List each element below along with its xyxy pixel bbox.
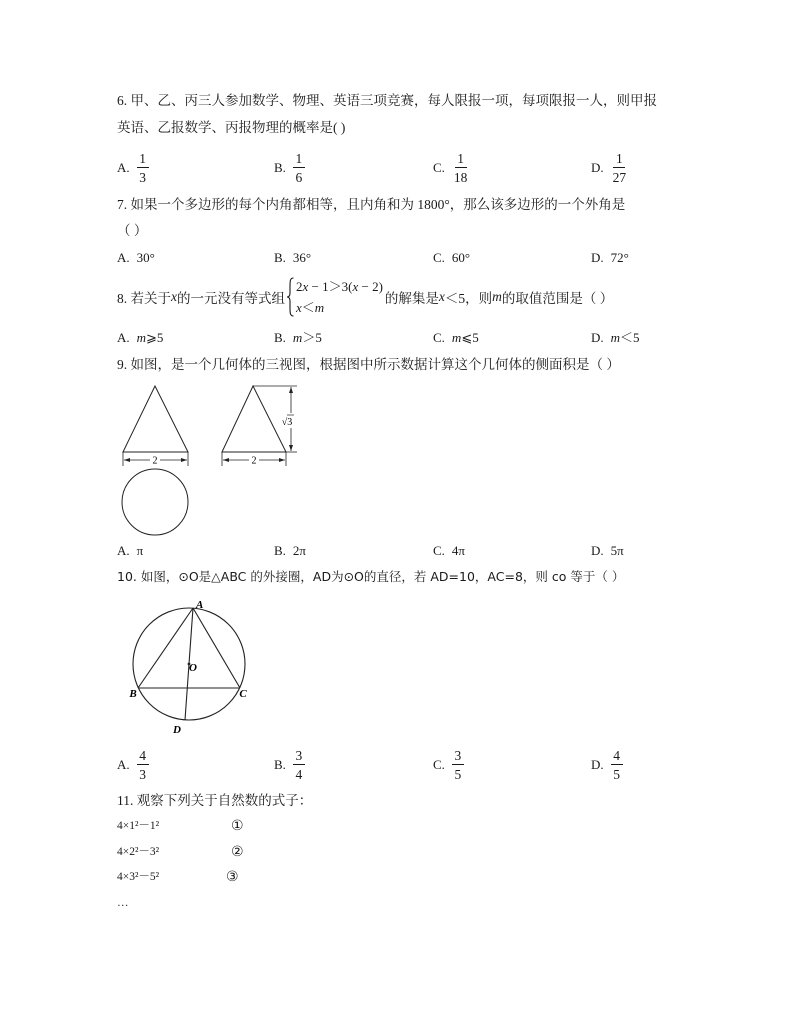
- fraction: [293, 748, 305, 782]
- formula-1: 4×1²－1²: [117, 820, 160, 832]
- denominator: 5: [613, 767, 621, 782]
- term: − 1＞3(: [308, 279, 353, 294]
- numerator: 1: [455, 151, 467, 168]
- numerator: 4: [611, 748, 623, 765]
- option-value: 2π: [292, 543, 306, 558]
- q9-option-d: [591, 544, 624, 558]
- q7-option-d: [591, 251, 629, 265]
- q8-prefix: 8. 若关于: [117, 291, 171, 306]
- fraction: [137, 151, 149, 185]
- option-label: C.: [433, 330, 445, 345]
- option-variable: m: [136, 330, 147, 345]
- point-label-o: O: [189, 662, 197, 674]
- system-line-2: [296, 297, 383, 318]
- point-label-b: B: [129, 688, 137, 700]
- side-view: [222, 386, 297, 467]
- q8-mid: 的一元没有等式组: [177, 291, 285, 306]
- option-label: A.: [117, 160, 130, 175]
- point-label-c: C: [239, 688, 247, 700]
- option-variable: m: [292, 330, 303, 345]
- option-label: B.: [274, 757, 286, 772]
- denominator: 3: [139, 170, 147, 185]
- fraction: [137, 748, 149, 782]
- fraction: [611, 748, 623, 782]
- arrow-left-icon: [223, 458, 229, 462]
- q8-option-d: [591, 331, 640, 345]
- arrow-right-icon: [279, 458, 285, 462]
- option-label: D.: [591, 160, 604, 175]
- fraction: [452, 151, 470, 185]
- system-line-1: [296, 276, 383, 297]
- side-height-label: √3: [281, 417, 293, 428]
- q8-solution-rest: ＜5，则: [444, 291, 493, 306]
- variable: m: [314, 300, 325, 315]
- front-base-label: 2: [152, 455, 158, 467]
- arrow-right-icon: [181, 458, 187, 462]
- formula-2: 4×2²－3²: [117, 846, 160, 858]
- top-view-circle: [122, 469, 188, 535]
- q6-option-b: [274, 151, 305, 185]
- option-relation: ⩾5: [146, 330, 164, 345]
- q10-option-c: [433, 748, 464, 782]
- term: − 2): [358, 279, 383, 294]
- denominator: 27: [612, 170, 627, 185]
- formula-2-marker: ②: [231, 844, 244, 860]
- option-label: D.: [591, 330, 604, 345]
- formula-3: 4×3²－5²: [117, 871, 160, 883]
- circumcircle-figure: [125, 598, 257, 738]
- q7-option-b: [274, 251, 311, 265]
- q8-option-b: [274, 331, 322, 345]
- denominator: 6: [295, 170, 303, 185]
- option-label: A.: [117, 543, 130, 558]
- option-label: C.: [433, 160, 445, 175]
- numerator: 1: [293, 151, 305, 168]
- option-label: B.: [274, 543, 286, 558]
- front-view-triangle: [123, 386, 188, 452]
- q8-after: 的解集是: [384, 291, 439, 306]
- q6-option-a: [117, 151, 149, 185]
- variable: x: [352, 279, 359, 294]
- option-relation: ＜5: [620, 330, 640, 345]
- q10-option-b: [274, 748, 305, 782]
- option-label: B.: [274, 330, 286, 345]
- denominator: 5: [454, 767, 462, 782]
- front-view: [123, 386, 188, 467]
- q7-text-line1: 7. 如果一个多边形的每个内角都相等，且内角和为 1800°，那么该多边形的一个外角是: [117, 197, 626, 212]
- option-value: 4π: [451, 543, 465, 558]
- denominator: 3: [139, 767, 147, 782]
- arrow-left-icon: [124, 458, 130, 462]
- q8-option-a: [117, 331, 163, 345]
- q8-variable-x: x: [171, 289, 177, 304]
- option-label: D.: [591, 250, 604, 265]
- q8-text-line: [117, 275, 613, 319]
- segment-ab: [138, 608, 193, 688]
- q8-tail: 的取值范围是（ ）: [501, 291, 614, 306]
- relation: ＜: [301, 300, 315, 315]
- option-value: π: [136, 543, 144, 558]
- numerator: 3: [452, 748, 464, 765]
- option-label: B.: [274, 250, 286, 265]
- denominator: 18: [453, 170, 468, 185]
- variable: x: [302, 279, 309, 294]
- q10-option-d: [591, 748, 623, 782]
- q9-option-a: [117, 544, 143, 558]
- option-value: 72°: [610, 250, 629, 265]
- formula-3-marker: ③: [226, 869, 239, 885]
- option-label: D.: [591, 543, 604, 558]
- term: 2: [296, 279, 303, 294]
- denominator: 4: [295, 767, 303, 782]
- system-brace: [286, 277, 294, 317]
- option-label: C.: [433, 250, 445, 265]
- q8-solution-variable: x: [438, 289, 445, 304]
- fraction: [293, 151, 305, 185]
- option-value: 30°: [136, 250, 155, 265]
- option-value: 36°: [292, 250, 312, 265]
- three-view-figure: [115, 380, 305, 540]
- q8-parameter: m: [492, 289, 502, 304]
- option-value: 60°: [451, 250, 471, 265]
- side-view-triangle: [222, 386, 286, 452]
- option-label: A.: [117, 757, 130, 772]
- q8-option-c: [433, 331, 479, 345]
- option-variable: m: [451, 330, 462, 345]
- option-relation: ⩽5: [461, 330, 479, 345]
- q6-option-c: [433, 151, 469, 185]
- system-lines: [296, 276, 383, 318]
- inequality-system: [286, 276, 383, 318]
- option-variable: m: [610, 330, 621, 345]
- numerator: 1: [137, 151, 149, 168]
- arrow-down-icon: [289, 445, 293, 451]
- q7-text-line2: （ ）: [117, 223, 148, 238]
- q7-option-c: [433, 251, 470, 265]
- side-base-label: 2: [251, 455, 257, 467]
- q9-option-b: [274, 544, 306, 558]
- option-label: D.: [591, 757, 604, 772]
- option-relation: ＞5: [302, 330, 322, 345]
- option-label: C.: [433, 757, 445, 772]
- option-label: A.: [117, 330, 130, 345]
- point-label-a: A: [196, 599, 204, 611]
- q6-text-line1: 6. 甲、乙、丙三人参加数学、物理、英语三项竞赛，每人限报一项，每项限报一人，则甲报: [117, 93, 657, 108]
- arrow-up-icon: [289, 387, 293, 393]
- q11-text-line1: 11. 观察下列关于自然数的式子：: [117, 793, 313, 808]
- point-label-d: D: [173, 724, 181, 736]
- option-label: C.: [433, 543, 445, 558]
- segment-ac: [193, 608, 240, 688]
- q10-text-line1: 10. 如图，⊙O是△ABC 的外接圈，AD为⊙O的直径，若 AD=10，AC=8，则 co 等于（ ）: [117, 569, 625, 584]
- numerator: 1: [613, 151, 625, 168]
- fraction: [611, 151, 629, 185]
- q6-option-d: [591, 151, 628, 185]
- option-label: A.: [117, 250, 130, 265]
- numerator: 4: [137, 748, 149, 765]
- formula-1-marker: ①: [231, 818, 244, 834]
- q9-option-c: [433, 544, 465, 558]
- fraction: [452, 748, 464, 782]
- variable: x: [296, 300, 302, 315]
- numerator: 3: [293, 748, 305, 765]
- q10-option-a: [117, 748, 149, 782]
- formula-ellipsis: …: [117, 897, 129, 909]
- q7-option-a: [117, 251, 155, 265]
- q6-text-line2: 英语、乙报数学、丙报物理的概率是( ): [117, 120, 346, 135]
- option-value: 5π: [610, 543, 624, 558]
- q9-text-line1: 9. 如图，是一个几何体的三视图，根据图中所示数据计算这个几何体的侧面积是（ ）: [117, 357, 620, 372]
- option-label: B.: [274, 160, 286, 175]
